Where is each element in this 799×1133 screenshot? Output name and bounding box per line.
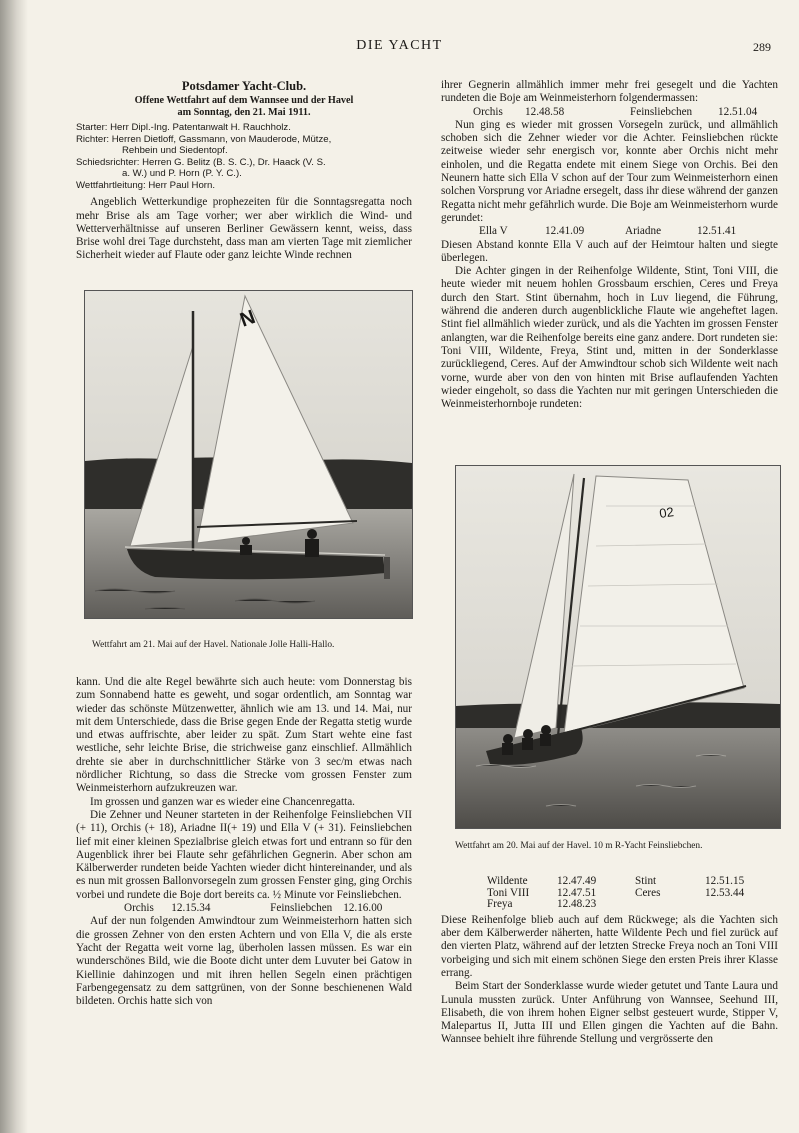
rounding-times-table — [441, 876, 778, 911]
wettfahrtleitung-line: Wettfahrtleitung: Herr Paul Horn. — [76, 179, 215, 191]
richter-line-2: Rehbein und Siedentopf. — [122, 145, 228, 157]
schiedsrichter-line: Schiedsrichter: Herren G. Belitz (B. S. C.), Dr. Haack (V. S. — [76, 156, 326, 168]
table-cell: Wildente — [487, 875, 528, 887]
chancen-paragraph: Im grossen und ganzen war es wieder eine Chancenregatta. — [90, 795, 355, 808]
sonderklasse-paragraph: Beim Start der Sonderklasse wurde wieder getutet und Tante Laura und Lunula mussten zurück. Unter Anführung von Wannsee, Seehund III, Elisabeth, die von ihrem hohen Eigner selbst gesteuert wurde, Stipper V, Malepartus II, Jutta III und Ellen gingen die Yachten auf die Bahn. Wannsee behielt ihre führende Stellung und vergrösserte den — [441, 980, 778, 1046]
table-cell — [635, 899, 705, 911]
result-line-neuner — [441, 225, 778, 238]
result-name-2: Ariadne — [625, 225, 662, 238]
result-time-1: 12.15.34 — [171, 902, 211, 915]
right-column-bottom — [441, 876, 778, 1047]
schiedsrichter-line-2: a. W.) und P. Horn (P. Y. C.). — [122, 168, 242, 180]
table-cell: Toni VIII — [487, 886, 530, 899]
table-cell — [705, 899, 775, 911]
start-paragraph: Die Zehner und Neuner starteten in der Reihenfolge Feinsliebchen VII (+ 11), Orchis (+ 18), Ariadne II(+ 19) und Ella V (+ 31). Feinsliebchen lief mit einer kleinen Spezialbrise gleich etwas fort und entrann so für den Augenblick ihrer bei Flaute sehr gefährlichen Gegnerin. Aber schon am Kälberwerder rundeten beide Yachten wieder dicht hintereinander, und als es nun mit grossen Ballonvorsegeln zum grossen Fenster ging, ging Orchis vorbei und rundete die Boje dort bereits ca. ½ Minute vor Feinsliebchen. — [76, 808, 412, 901]
result-time-1: 12.41.09 — [545, 225, 585, 238]
weather-paragraph: kann. Und die alte Regel bewährte sich auch heute: vom Donnerstag bis zum Sonnabend hatte es geweht, und sogar ordentlich, am Sonntag war wieder das schönste Mützenwetter, ähnlich wie am 13. und 14. Mai, nur mit dem Unterschiede, dass die Brise gegen Ende der Regatta stetig wurde und etwas auffrischte, aber leider zu spät. Zum Start wehte eine fast westliche, sehr leichte Brise, die strichweise ganz einschlief. Allmählich drehte sie aber in durchschnittlicher Stärke von 3 sec/m etwas nach nördlicher Richtung, so dass die Strecke vom grossen Fenster zum Weinmeisterhorn aufzukreuzen war. — [76, 676, 412, 795]
officials-list — [76, 122, 412, 191]
journal-title: DIE YACHT — [356, 38, 443, 53]
amwind-paragraph: Auf der nun folgenden Amwindtour zum Weinmeisterhorn hatten sich die grossen Zehner von den ersten Achtern und von Ella V, die als erste Yacht der Regatta weit vorne lag, überholen lassen müssen. Es war ein wunderschönes Bild, wie die Boote dicht unter dem Luvuter bei Gatow in Kiellinie dahinzogen und mit ihren hellen Segeln einen prächtigen Farbengegensatz zu dem sattgrünen, von der Sonne beschienenen Wald bildeten. Orchis hatte sich von — [76, 915, 412, 1008]
r-yacht-illustration — [456, 466, 780, 828]
caption-r-yacht: Wettfahrt am 20. Mai auf der Havel. 10 m R-Yacht Feinsliebchen. — [455, 841, 703, 851]
table-cell: Freya — [487, 898, 513, 911]
table-cell: 12.48.23 — [557, 898, 597, 911]
svg-text:N: N — [237, 306, 259, 332]
starter-line: Starter: Herr Dipl.-Ing. Patentanwalt H. Rauchholz. — [76, 122, 291, 134]
result-line — [76, 902, 412, 915]
table-cell: 12.47.51 — [557, 886, 597, 899]
caption-dinghy: Wettfahrt am 21. Mai auf der Havel. Nationale Jolle Halli-Hallo. — [92, 640, 335, 650]
result-time-1: 12.48.58 — [525, 105, 565, 118]
continuation-paragraph: ihrer Gegnerin allmählich immer mehr frei gesegelt und die Yachten rundeten die Boje am Weinmeisterhorn folgendermassen: — [441, 79, 778, 105]
table-cell: 12.51.15 — [705, 875, 745, 887]
table-cell: 12.47.49 — [557, 875, 597, 887]
richter-line: Richter: Herren Dietloff, Gassmann, von Mauderode, Mütze, — [76, 133, 332, 145]
race-subtitle: Offene Wettfahrt auf dem Wannsee und der Havel — [134, 95, 354, 107]
rueckweg-paragraph: Diese Reihenfolge blieb auch auf dem Rückwege; als die Yachten sich aber dem Kälberwerder näherten, hatte Wildente Pech und fiel zurück auf den vierten Platz, während auf der letzten Strecke Freya noch an Toni VIII vorbeiging und sich mit einem schönen Siege den ersten Preis ihrer Klasse errang. — [441, 913, 778, 979]
page-number: 289 — [753, 40, 771, 54]
club-heading: Potsdamer Yacht-Club. — [181, 79, 307, 93]
result-time-2: 12.51.04 — [718, 105, 758, 118]
return-paragraph: Nun ging es wieder mit grossen Vorsegeln zurück, und allmählich schoben sich die Zehner wieder vor die Achter. Feinsliebchen rückte zeitweise wieder sehr energisch vor, konnte aber Orchis nicht mehr einholen, und die Regatta endete mit einem Siege von Orchis. Bei den Neunern hatte sich Ella V schon auf der Tour zum Weinmeisterhorn einen solchen Vorsprung vor Ariadne ersegelt, dass ihr diese während der ganzen Regatta nicht mehr gefährlich wurde. Die Boje am Weinmeisterhorn wurde gerundet: — [441, 118, 778, 224]
result-name-2: Feinsliebchen — [270, 902, 333, 915]
photo-dinghy — [84, 290, 413, 619]
svg-text:02: 02 — [658, 504, 675, 521]
left-column-top — [76, 80, 412, 263]
result-name-1: Ella V — [479, 225, 508, 238]
dinghy-illustration — [85, 291, 412, 618]
table-cell: Ceres — [635, 886, 661, 899]
achter-paragraph: Die Achter gingen in der Reihenfolge Wildente, Stint, Toni VIII, die heute wieder mit neuem hohlen Grossbaum erschien, Ceres und Freya durch den Start. Stint übernahm, hoch in Luv liegend, die Führung, während die anderen durch augenblickliche Flaute wie angeheftet lagen. Stint fiel allmählich wieder zurück, und als die Yachten im grossen Fenster anlangten, war die Reihenfolge bereits eine ganz andere. Dort rundeten sie: Toni VIII, Wildente, Freya, Stint und, mitten in der Sonderklasse zurückliegend, Ceres. Auf der Amwindtour schob sich Wildente weit nach vorne, wurde aber von den von hinten mit Brise auflaufenden Yachten wieder eingeholt, so dass die Yachten nur mit geringen Unterschieden die Weinmeisterhornboje rundeten: — [441, 265, 778, 411]
abstand-paragraph: Diesen Abstand konnte Ella V auch auf der Heimtour halten und siegte überlegen. — [441, 238, 778, 264]
table-cell: Stint — [635, 875, 657, 887]
result-line-weinmeister — [441, 106, 778, 119]
result-name-2: Feinsliebchen — [630, 105, 693, 118]
photo-r-yacht — [455, 465, 781, 829]
intro-paragraph: Angeblich Wetterkundige prophezeiten für die Sonntagsregatta noch mehr Brise als am Tage vorher; wer aber wirklich die Wind- und Wetterverhältnisse auf unseren Berliner Gewässern kennt, weiss, dass Brise wohl drei Tage durchsteht, dass man am vierten Tage mit ziemlicher Sicherheit wieder auf Flaute oder ganz leichte Winde rechnen — [76, 196, 412, 262]
race-date: am Sonntag, den 21. Mai 1911. — [177, 107, 311, 119]
result-name-1: Orchis — [473, 105, 503, 118]
table-cell: 12.53.44 — [705, 886, 745, 899]
result-name-1: Orchis — [124, 902, 154, 915]
result-time-2: 12.51.41 — [697, 225, 737, 238]
page-binding-shadow — [0, 0, 28, 1133]
left-column-bottom — [76, 676, 412, 1008]
right-column-top — [441, 79, 778, 411]
result-time-2: 12.16.00 — [343, 902, 383, 915]
